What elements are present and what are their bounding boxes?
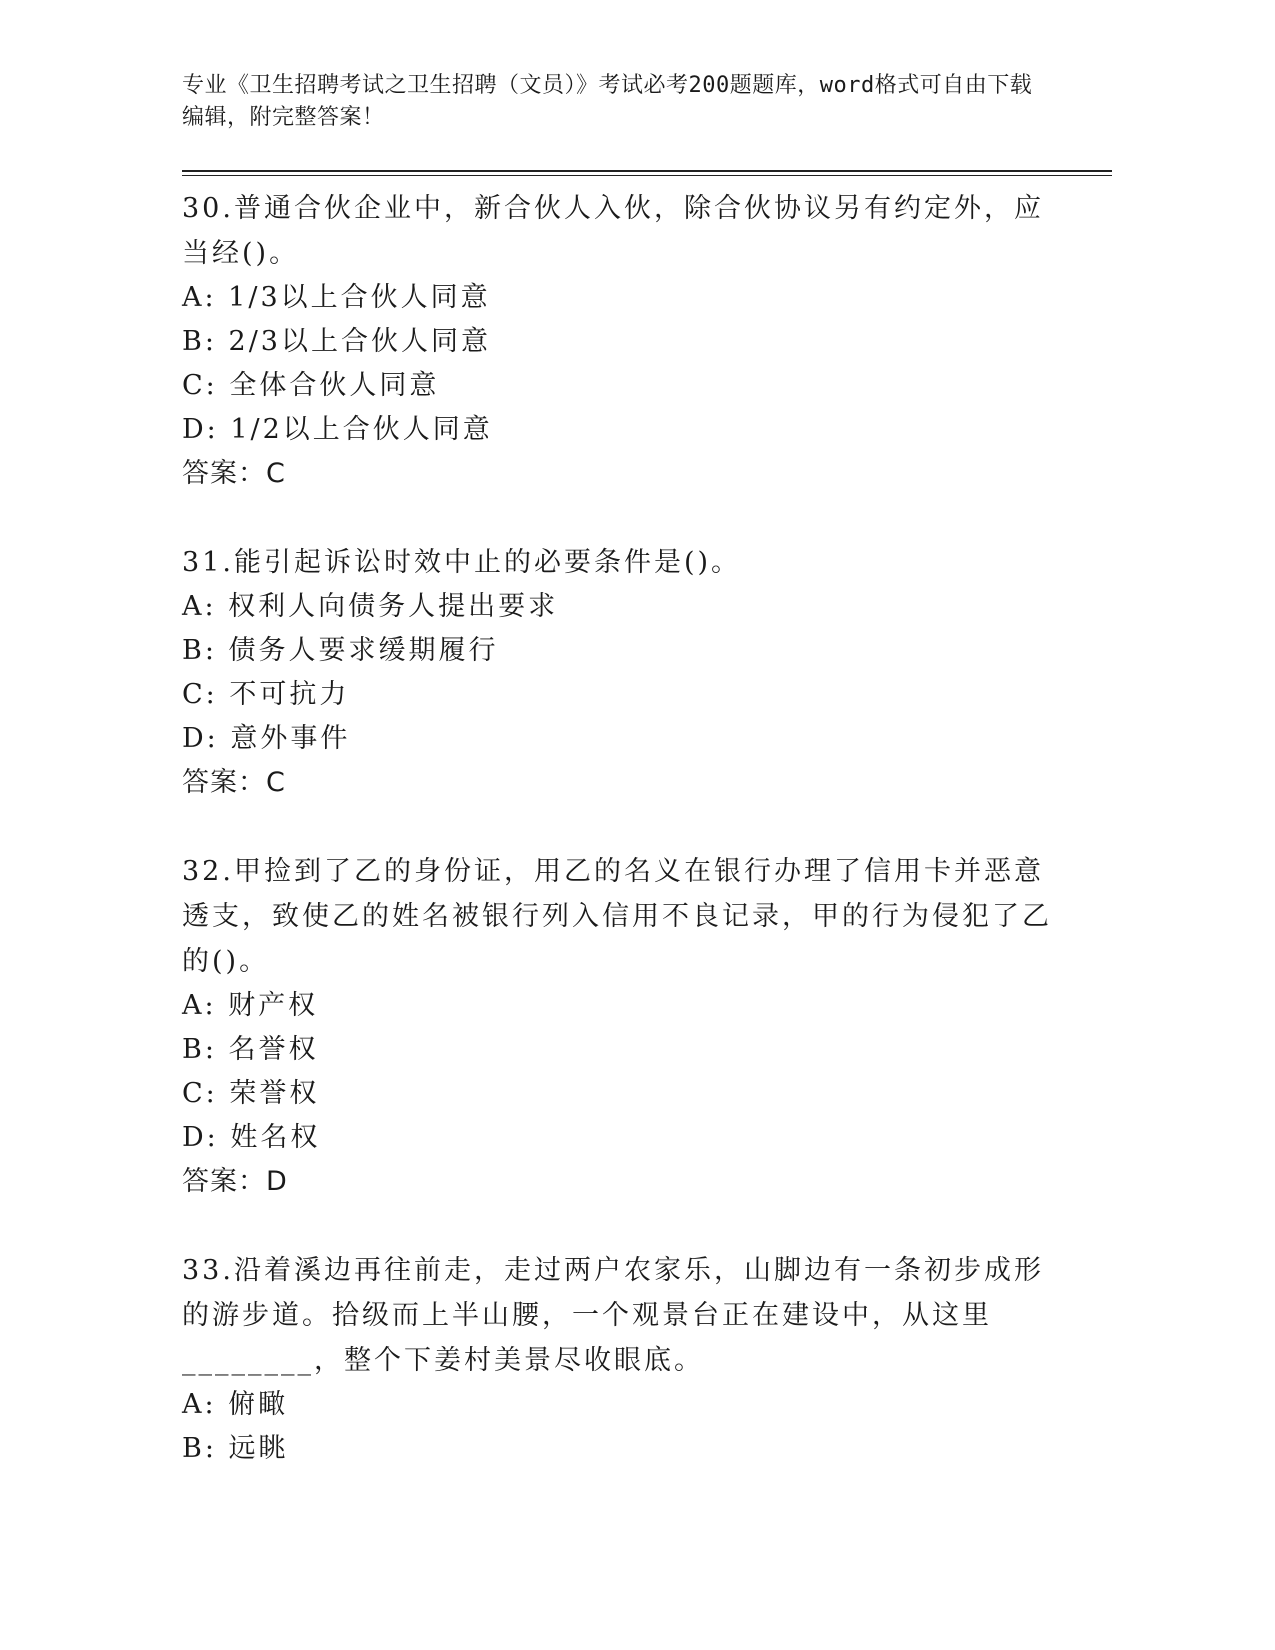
- question-text: 32.甲捡到了乙的身份证，用乙的名义在银行办理了信用卡并恶意透支，致使乙的姓名被银行列入信用不良记录，甲的行为侵犯了乙的()。: [182, 856, 1052, 977]
- question-item: [182, 849, 1112, 1204]
- question-text: 30.普通合伙企业中，新合伙人入伙，除合伙协议另有约定外，应当经()。: [182, 193, 1044, 269]
- header-divider: [182, 170, 1112, 176]
- option-c: C: 荣誉权: [182, 1078, 320, 1109]
- option-a: A: 权利人向债务人提出要求: [182, 591, 559, 622]
- question-text: 31.能引起诉讼时效中止的必要条件是()。: [182, 547, 742, 578]
- answer-line: 答案：C: [182, 458, 286, 489]
- question-list: [182, 186, 1112, 1471]
- option-c: C: 全体合伙人同意: [182, 370, 440, 401]
- option-a: A: 1/3以上合伙人同意: [182, 282, 491, 313]
- option-d: D: 姓名权: [182, 1122, 321, 1153]
- question-item: [182, 186, 1112, 496]
- option-d: D: 意外事件: [182, 723, 351, 754]
- option-c: C: 不可抗力: [182, 679, 350, 710]
- question-text: 33.沿着溪边再往前走，走过两户农家乐，山脚边有一条初步成形的游步道。拾级而上半山腰，一个观景台正在建设中，从这里________，整个下姜村美景尽收眼底。: [182, 1255, 1044, 1376]
- option-a: A: 俯瞰: [182, 1389, 289, 1420]
- option-b: B: 债务人要求缓期履行: [182, 635, 499, 666]
- answer-line: 答案：C: [182, 767, 286, 798]
- document-page: [182, 70, 1112, 1515]
- document-header: 专业《卫生招聘考试之卫生招聘（文员）》考试必考200题题库，word格式可自由下载编辑，附完整答案！: [182, 73, 1033, 130]
- option-b: B: 名誉权: [182, 1034, 319, 1065]
- option-b: B: 2/3以上合伙人同意: [182, 326, 491, 357]
- question-item: [182, 1248, 1112, 1471]
- question-item: [182, 540, 1112, 805]
- option-b: B: 远眺: [182, 1433, 289, 1464]
- option-a: A: 财产权: [182, 990, 319, 1021]
- option-d: D: 1/2以上合伙人同意: [182, 414, 493, 445]
- answer-line: 答案：D: [182, 1166, 288, 1197]
